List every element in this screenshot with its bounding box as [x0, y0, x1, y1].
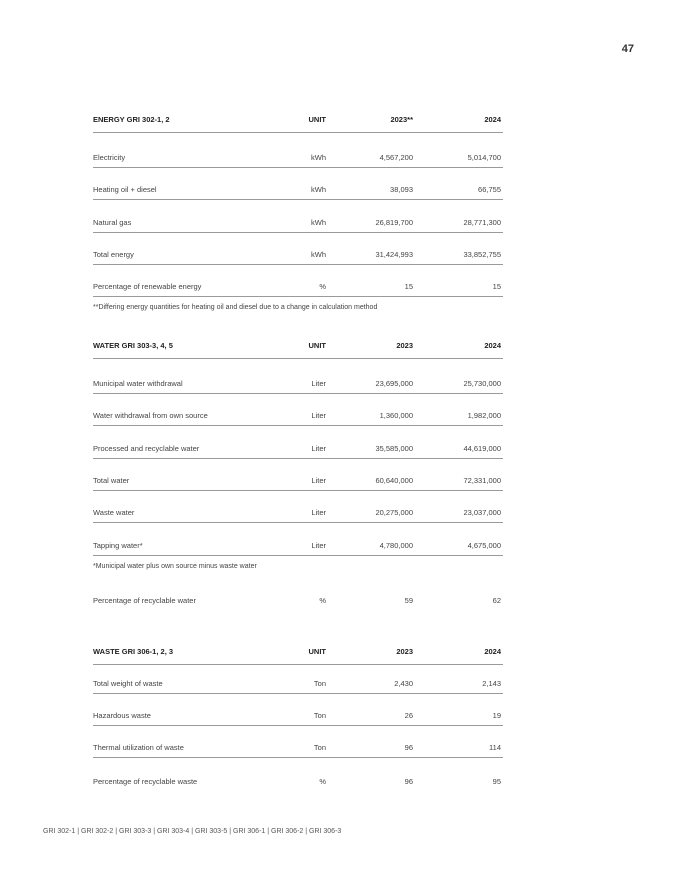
row-value-2024: 2,143 — [482, 679, 501, 688]
row-label: Waste water — [93, 508, 135, 517]
row-value-2023: 96 — [404, 743, 413, 752]
waste-table-header — [93, 647, 503, 665]
row-value-2023: 15 — [404, 282, 413, 291]
row-value-2024: 66,755 — [478, 185, 501, 194]
row-label: Total water — [93, 476, 130, 485]
water-header-2023: 2023 — [396, 341, 413, 350]
row-unit: kWh — [311, 218, 326, 227]
table-row — [93, 541, 503, 556]
row-value-2024: 33,852,755 — [463, 250, 501, 259]
waste-table — [93, 647, 503, 786]
energy-table-header — [93, 115, 503, 133]
row-unit: Liter — [311, 379, 326, 388]
row-value-2024: 114 — [489, 743, 501, 752]
row-value-2023: 96 — [404, 777, 413, 786]
row-value-2023: 4,780,000 — [379, 541, 413, 550]
row-label: Heating oil + diesel — [93, 185, 157, 194]
row-label: Water withdrawal from own source — [93, 411, 208, 420]
row-label: Total energy — [93, 250, 134, 259]
table-row — [93, 596, 503, 610]
table-row — [93, 153, 503, 168]
row-unit: % — [319, 282, 326, 291]
row-value-2024: 62 — [492, 596, 501, 605]
row-value-2024: 95 — [492, 777, 501, 786]
row-unit: Liter — [311, 541, 326, 550]
energy-header-2023: 2023** — [390, 115, 413, 124]
water-header-title: WATER GRI 303-3, 4, 5 — [93, 341, 173, 350]
row-unit: Liter — [311, 508, 326, 517]
row-value-2024: 44,619,000 — [463, 444, 501, 453]
row-label: Total weight of waste — [93, 679, 163, 688]
row-unit: kWh — [311, 153, 326, 162]
table-row — [93, 476, 503, 491]
waste-header-unit: UNIT — [308, 647, 326, 656]
table-row — [93, 250, 503, 265]
row-label: Electricity — [93, 153, 126, 162]
energy-header-2024: 2024 — [484, 115, 501, 124]
row-value-2023: 20,275,000 — [375, 508, 413, 517]
row-label: Municipal water withdrawal — [93, 379, 183, 388]
table-row — [93, 777, 503, 791]
row-unit: Liter — [311, 411, 326, 420]
row-value-2023: 26 — [404, 711, 413, 720]
row-label: Processed and recyclable water — [93, 444, 200, 453]
page-number: 47 — [621, 43, 634, 55]
waste-header-2024: 2024 — [484, 647, 501, 656]
row-value-2024: 5,014,700 — [467, 153, 501, 162]
row-value-2023: 38,093 — [390, 185, 413, 194]
row-unit: Ton — [313, 743, 326, 752]
row-value-2023: 1,360,000 — [379, 411, 413, 420]
row-label: Percentage of recyclable waste — [93, 777, 198, 786]
water-footnote: *Municipal water plus own source minus waste water — [93, 563, 257, 570]
gri-footer: GRI 302-1 | GRI 302-2 | GRI 303-3 | GRI 303-4 | GRI 303-5 | GRI 306-1 | GRI 306-2 | GRI 306-3 — [43, 828, 342, 835]
row-value-2024: 25,730,000 — [463, 379, 501, 388]
row-value-2024: 15 — [492, 282, 501, 291]
energy-table — [93, 115, 503, 291]
row-value-2023: 4,567,200 — [379, 153, 413, 162]
table-row — [93, 508, 503, 523]
row-unit: kWh — [311, 250, 326, 259]
row-value-2024: 72,331,000 — [463, 476, 501, 485]
row-label: Tapping water* — [93, 541, 143, 550]
row-value-2023: 59 — [404, 596, 413, 605]
waste-header-2023: 2023 — [396, 647, 413, 656]
row-unit: Liter — [311, 476, 326, 485]
row-value-2023: 2,430 — [394, 679, 413, 688]
row-unit: Ton — [313, 679, 326, 688]
row-label: Percentage of recyclable water — [93, 596, 196, 605]
row-value-2024: 19 — [492, 711, 501, 720]
table-row — [93, 185, 503, 200]
table-row — [93, 411, 503, 426]
row-label: Percentage of renewable energy — [93, 282, 202, 291]
row-value-2023: 26,819,700 — [375, 218, 413, 227]
row-value-2024: 1,982,000 — [467, 411, 501, 420]
table-row — [93, 711, 503, 726]
row-label: Thermal utilization of waste — [93, 743, 184, 752]
row-unit: % — [319, 596, 326, 605]
row-unit: Ton — [313, 711, 326, 720]
row-label: Hazardous waste — [93, 711, 151, 720]
table-row — [93, 679, 503, 694]
water-table-header — [93, 341, 503, 359]
row-value-2024: 28,771,300 — [463, 218, 501, 227]
table-row — [93, 444, 503, 459]
row-value-2023: 31,424,993 — [375, 250, 413, 259]
water-table — [93, 341, 503, 550]
table-row — [93, 282, 503, 297]
water-header-unit: UNIT — [308, 341, 326, 350]
row-value-2024: 4,675,000 — [467, 541, 501, 550]
row-value-2023: 60,640,000 — [375, 476, 413, 485]
row-value-2024: 23,037,000 — [463, 508, 501, 517]
row-value-2023: 23,695,000 — [375, 379, 413, 388]
table-row — [93, 218, 503, 233]
energy-header-title: ENERGY GRI 302-1, 2 — [93, 115, 170, 124]
row-label: Natural gas — [93, 218, 132, 227]
row-unit: Liter — [311, 444, 326, 453]
waste-header-title: WASTE GRI 306-1, 2, 3 — [93, 647, 174, 656]
energy-header-unit: UNIT — [308, 115, 326, 124]
row-unit: % — [319, 777, 326, 786]
row-unit: kWh — [311, 185, 326, 194]
row-value-2023: 35,585,000 — [375, 444, 413, 453]
table-row — [93, 743, 503, 758]
table-row — [93, 379, 503, 394]
energy-footnote: **Differing energy quantities for heating oil and diesel due to a change in calculation method — [93, 304, 378, 311]
water-header-2024: 2024 — [484, 341, 501, 350]
